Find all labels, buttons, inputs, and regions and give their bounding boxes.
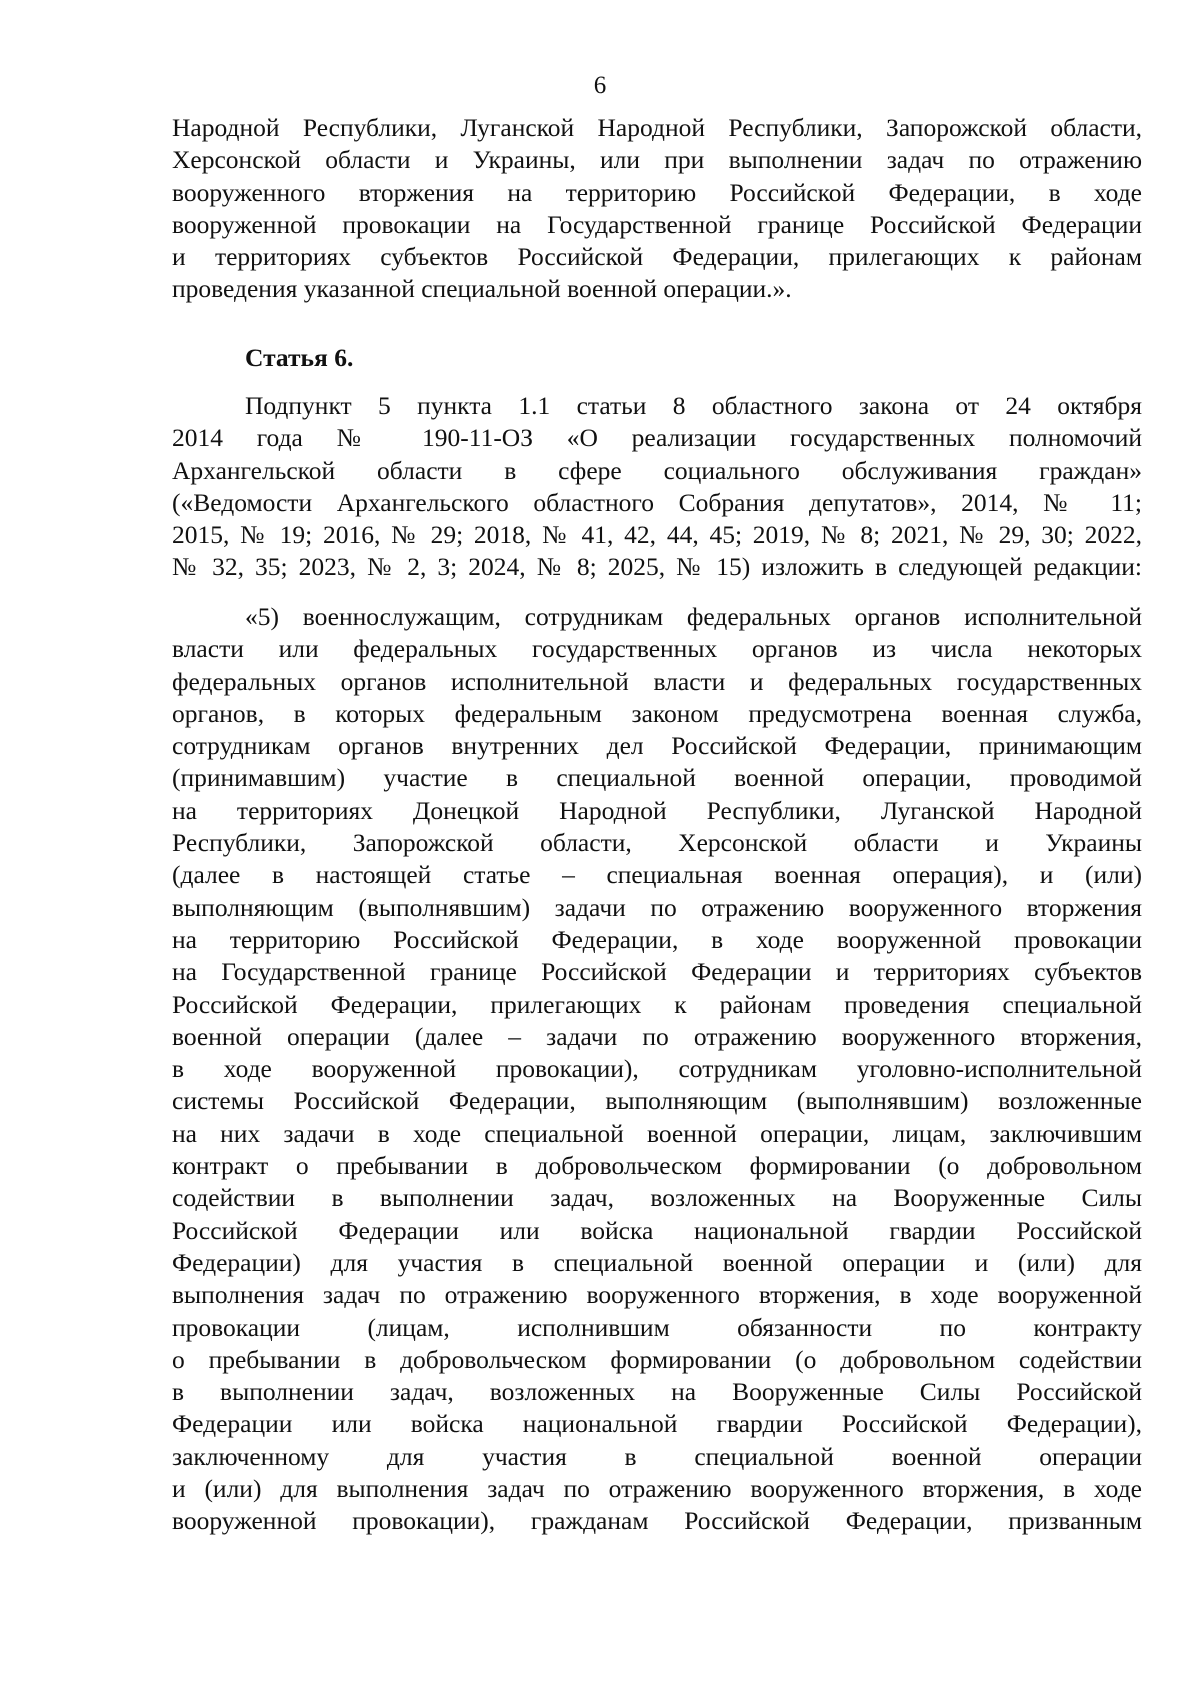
text-line: заключенному для участия в специальной военной операции [172,1441,1142,1471]
text-line: на них задачи в ходе специальной военной операции, лицам, заключившим [172,1118,1142,1148]
text-line: вооруженного вторжения на территорию Российской Федерации, в ходе [172,177,1142,207]
text-line: 2014 года № 190-11-ОЗ «О реализации государственных полномочий [172,423,1142,453]
text-line: Подпункт 5 пункта 1.1 статьи 8 областного закона от 24 октября [245,391,1142,420]
text-line: Российской Федерации, прилегающих к районам проведения специальной [172,989,1142,1019]
text-line: проведения указанной специальной военной операции.». [172,274,792,304]
text-line: Народной Республики, Луганской Народной Республики, Запорожской области, [172,113,1142,142]
text-line: в ходе вооруженной провокации), сотрудникам уголовно-исполнительной [172,1054,1142,1084]
article-body-paragraph [172,390,1142,584]
article-heading: Статья 6. [245,343,354,372]
text-line: («Ведомости Архангельского областного Собрания депутатов», 2014, № 11; [172,487,1142,517]
text-line: выполняющим (выполнявшим) задачи по отражению вооруженного вторжения [172,892,1142,922]
quoted-item-paragraph [172,601,1142,1538]
text-line: органов, в которых федеральным законом предусмотрена военная служба, [172,698,1142,728]
text-line: 2015, № 19; 2016, № 29; 2018, № 41, 42, 44, 45; 2019, № 8; 2021, № 29, 30; 2022, [172,520,1142,550]
text-line: на территориях Донецкой Народной Республики, Луганской Народной [172,795,1142,825]
text-line: контракт о пребывании в добровольческом формировании (о добровольном [172,1151,1142,1181]
text-line: власти или федеральных государственных органов из числа некоторых [172,634,1142,664]
text-line: Федерации или войска национальной гвардии Российской Федерации), [172,1409,1142,1439]
text-line: Херсонской области и Украины, или при выполнении задач по отражению [172,145,1142,175]
text-line: на Государственной границе Российской Федерации и территориях субъектов [172,957,1142,987]
page-number: 6 [593,72,607,99]
continuation-paragraph [172,112,1142,306]
text-line: Федерации) для участия в специальной военной операции и (или) для [172,1247,1142,1277]
text-line: № 32, 35; 2023, № 2, 3; 2024, № 8; 2025, № 15) изложить в следующей редакции: [172,552,1142,582]
text-line: вооруженной провокации на Государственной границе Российской Федерации [172,209,1142,239]
text-line: провокации (лицам, исполнившим обязанности по контракту [172,1312,1142,1342]
text-line: и (или) для выполнения задач по отражению вооруженного вторжения, в ходе [172,1474,1142,1504]
text-line: Архангельской области в сфере социального обслуживания граждан» [172,455,1142,485]
text-line: на территорию Российской Федерации, в ходе вооруженной провокации [172,924,1142,954]
text-line: сотрудникам органов внутренних дел Российской Федерации, принимающим [172,731,1142,761]
text-line: Республики, Запорожской области, Херсонской области и Украины [172,828,1142,858]
text-line: содействии в выполнении задач, возложенных на Вооруженные Силы [172,1183,1142,1213]
text-line: федеральных органов исполнительной власти и федеральных государственных [172,666,1142,696]
text-line: в выполнении задач, возложенных на Вооруженные Силы Российской [172,1377,1142,1407]
text-line: Российской Федерации или войска национальной гвардии Российской [172,1215,1142,1245]
text-line: и территориях субъектов Российской Федерации, прилегающих к районам [172,242,1142,272]
text-line: (принимавшим) участие в специальной военной операции, проводимой [172,763,1142,793]
text-line: о пребывании в добровольческом формировании (о добровольном содействии [172,1344,1142,1374]
text-line: (далее в настоящей статье – специальная военная операция), и (или) [172,860,1142,890]
text-line: военной операции (далее – задачи по отражению вооруженного вторжения, [172,1021,1142,1051]
text-line: выполнения задач по отражению вооруженного вторжения, в ходе вооруженной [172,1280,1142,1310]
text-line: системы Российской Федерации, выполняющим (выполнявшим) возложенные [172,1086,1142,1116]
text-line: вооруженной провокации), гражданам Российской Федерации, призванным [172,1506,1142,1536]
text-line: «5) военнослужащим, сотрудникам федеральных органов исполнительной [245,602,1142,631]
